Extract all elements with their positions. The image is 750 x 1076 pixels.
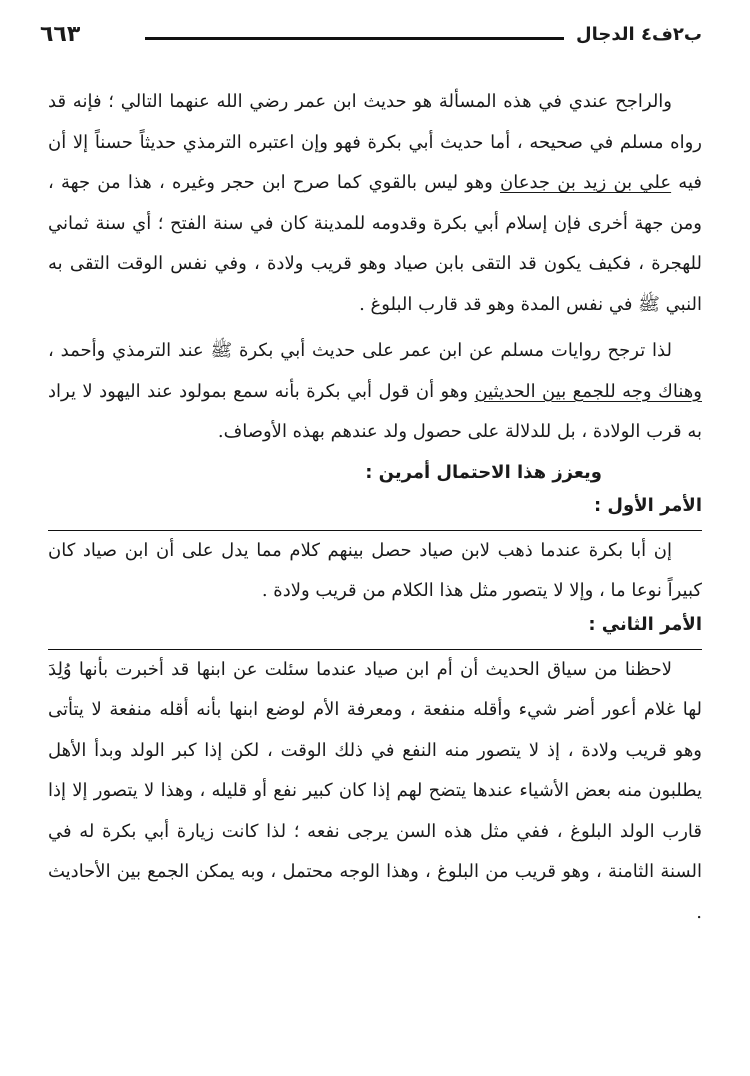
running-header — [40, 22, 702, 52]
first-matter-heading-row — [48, 493, 702, 531]
paragraph-first-matter: إن أبا بكرة عندما ذهب لابن صياد حصل بينهم كلام مما يدل على أن ابن صياد كان كبيراً نوعا ما ، وإلا لا يتصور مثل هذا الكلام من قريب ولادة . — [48, 539, 702, 601]
paragraph-reconciliation — [48, 331, 702, 453]
underlined-narrator-name: علي بن زيد بن جدعان — [500, 172, 672, 193]
heading-rule — [48, 530, 702, 531]
paragraph-text: وهو ليس بالقوي كما صرح ابن حجر وغيره ، هذا من جهة ، ومن جهة أخرى فإن إسلام أبي بكرة وقدومه للمدينة كان في سنة الفتح ؛ أي سنة ثماني للهجرة ، فكيف يكون قد التقى بابن صياد وهو قريب ولادة ، وفي نفس الوقت التقى به النبي ﷺ في نفس المدة وهو قد قارب البلوغ . — [48, 172, 702, 315]
paragraph-second-matter: لاحظنا من سياق الحديث أن أم ابن صياد عندما سئلت عن ابنها قد أخبرت بأنها وُلِدَ لها غلام أعور أضر شيء وأقله منفعة ، ومعرفة الأم لوضع ابنها بأنه أقله منفعة لا يتأتى وهو قريب ولادة ، إذ لا يتصور منه النفع في ذلك الوقت ، لكن إذا كبر الولد وبدأ الأهل يطلبون منه بعض الأشياء عندها يتضح لهم إذا كان كبير نفع أو قليله ، وهذا لا يتصور إلا إذا قارب الولد البلوغ ، ففي مثل هذه السن يرجى نفعه ؛ لذا كانت زيارة أبي بكرة له في السنة الثامنة ، وهو قريب من البلوغ ، وهذا الوجه محتمل ، وبه يمكن الجمع بين الأحاديث . — [48, 658, 702, 923]
paragraph-text: وهو أن قول أبي بكرة بأنه سمع بمولود عند اليهود لا يراد به قرب الولادة ، بل للدلالة على حصول ولد عندهم بهذه الأوصاف. — [48, 380, 702, 442]
page-number: ٦٦٣ — [40, 22, 81, 47]
header-rule — [145, 37, 564, 40]
bold-statement: ويعزز هذا الاحتمال أمرين : — [365, 461, 602, 483]
running-title: ب٢ف٤ الدجال — [576, 24, 702, 45]
page-content — [48, 82, 702, 933]
underlined-reconciliation-phrase: وهناك وجه للجمع بين الحديثين — [474, 380, 702, 402]
paragraph-text: لذا ترجح روايات مسلم عن ابن عمر على حديث أبي بكرة ﷺ عند الترمذي وأحمد ، — [48, 340, 672, 361]
paragraph-text: والراجح عندي في هذه المسألة هو حديث ابن عمر رضي الله عنهما التالي ؛ فإنه قد رواه مسلم في صحيحه ، أما حديث أبي بكرة فهو وإن اعتبره الترمذي حديثاً حسناً إلا أن فيه — [48, 91, 702, 193]
second-matter-heading-row — [48, 612, 702, 650]
paragraph-preferred-hadith — [48, 82, 702, 325]
second-matter-heading: الأمر الثاني : — [588, 613, 702, 635]
first-matter-heading: الأمر الأول : — [593, 494, 702, 516]
heading-rule — [48, 649, 702, 650]
